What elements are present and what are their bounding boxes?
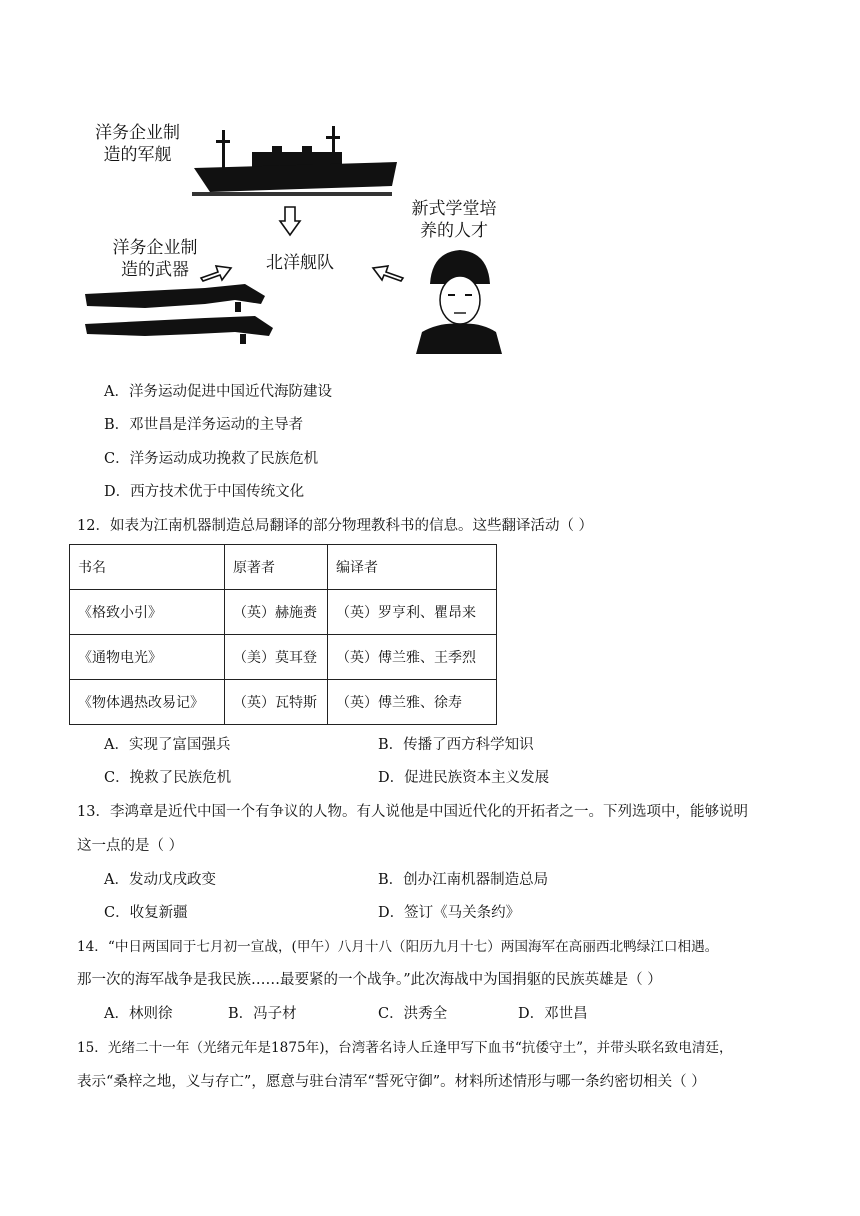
q12-option-d: D．促进民族资本主义发展	[378, 770, 550, 786]
label-warship: 洋务企业制 造的军舰	[95, 123, 180, 165]
arrow-down-icon	[278, 205, 302, 237]
table-cell: （英）傅兰雅、王季烈	[328, 635, 497, 680]
q13-option-d: D．签订《马关条约》	[378, 905, 521, 921]
table-cell: （英）赫施赉	[225, 590, 328, 635]
label-beiyang-fleet: 北洋舰队	[266, 253, 334, 273]
warship-image	[192, 120, 402, 200]
q13-option-c: C．收复新疆	[104, 905, 188, 921]
q13-stem-line-1: 13．李鸿章是近代中国一个有争议的人物。有人说他是中国近代化的开拓者之一。下列选项中，能够说明	[77, 804, 748, 820]
q13-stem-line-2: 这一点的是（ ）	[77, 838, 184, 854]
q12-option-c: C．挽救了民族危机	[104, 770, 232, 786]
table-row	[70, 635, 497, 680]
q13-option-b: B．创办江南机器制造总局	[378, 872, 549, 888]
q11-option-a: A．洋务运动促进中国近代海防建设	[104, 384, 332, 400]
q15-stem-line-2: 表示“桑梓之地，义与存亡”，愿意与驻台清军“誓死守御”。材料所述情形与哪一条约密切相关（ ）	[77, 1074, 706, 1090]
label-weapons: 洋务企业制 造的武器	[112, 238, 198, 280]
table-header-row	[70, 545, 497, 590]
q14-option-a: A．林则徐	[104, 1006, 173, 1022]
table-cell: （美）莫耳登	[225, 635, 328, 680]
history-figure	[80, 110, 510, 360]
table-cell: （英）傅兰雅、徐寿	[328, 680, 497, 725]
q14-option-d: D．邓世昌	[518, 1006, 588, 1022]
q15-stem-line-1: 15．光绪二十一年（光绪元年是1875年)，台湾著名诗人丘逢甲写下血书“抗倭守土”，并带头联名致电清廷，	[77, 1040, 733, 1056]
table-cell: 《格致小引》	[70, 590, 225, 635]
q14-stem-line-2: 那一次的海军战争是我民族……最要紧的一个战争。”此次海战中为国捐躯的民族英雄是（ ）	[77, 972, 662, 988]
table-header-cell: 书名	[70, 545, 225, 590]
table-row	[70, 680, 497, 725]
q12-stem: 12．如表为江南机器制造总局翻译的部分物理教科书的信息。这些翻译活动（ ）	[77, 518, 594, 534]
translation-table	[69, 544, 497, 725]
q14-option-c: C．洪秀全	[378, 1006, 448, 1022]
q12-option-b: B．传播了西方科学知识	[378, 737, 534, 753]
q14-stem-line-1: 14．“中日两国同于七月初一宣战，(甲午）八月十八（阳历九月十七）两国海军在高丽西北鸭绿江口相遇。	[77, 939, 719, 955]
label-talent: 新式学堂培 养的人才	[411, 199, 497, 241]
table-cell: 《物体遇热改易记》	[70, 680, 225, 725]
q14-option-b: B．冯子材	[228, 1006, 297, 1022]
q11-option-d: D．西方技术优于中国传统文化	[104, 484, 305, 500]
table-header-cell: 原著者	[225, 545, 328, 590]
table-row	[70, 590, 497, 635]
rifles-image	[85, 282, 275, 354]
arrow-left-up-icon	[370, 258, 406, 284]
table-cell: （英）瓦特斯	[225, 680, 328, 725]
q12-option-a: A．实现了富国强兵	[104, 737, 231, 753]
table-cell: 《通物电光》	[70, 635, 225, 680]
portrait-image	[416, 244, 502, 354]
arrow-right-up-icon	[198, 258, 234, 284]
q11-option-c: C．洋务运动成功挽救了民族危机	[104, 451, 319, 467]
q11-option-b: B．邓世昌是洋务运动的主导者	[104, 417, 304, 433]
table-header-cell: 编译者	[328, 545, 497, 590]
q13-option-a: A．发动戊戌政变	[104, 872, 216, 888]
table-cell: （英）罗亨利、瞿昂来	[328, 590, 497, 635]
